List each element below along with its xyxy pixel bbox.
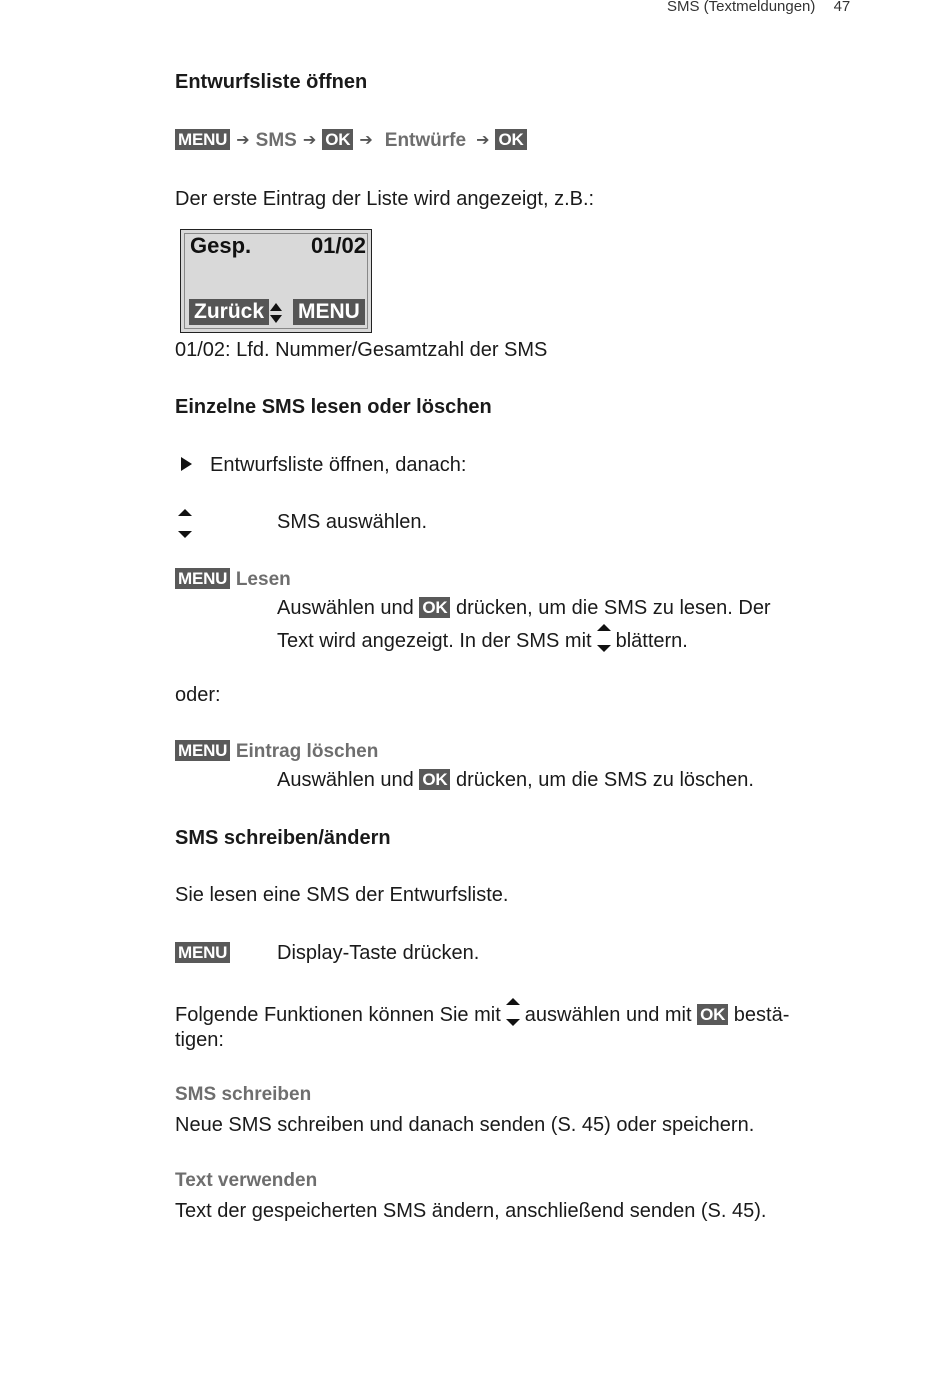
functions-line-1 — [175, 997, 789, 1030]
up-down-icon — [596, 623, 612, 653]
display-counter: 01/02 — [310, 233, 366, 258]
write-intro: Sie lesen eine SMS der Entwurfsliste. — [175, 884, 509, 906]
option-delete-entry: Eintrag löschen — [235, 741, 379, 762]
arrow-right-icon: ➔ — [302, 132, 317, 149]
menu-key: MENU — [175, 129, 230, 150]
display-label: Gesp. — [190, 233, 252, 258]
menu-key: MENU — [175, 942, 230, 963]
running-header-section: SMS (Textmeldungen) — [667, 0, 816, 15]
intro-text: Der erste Eintrag der Liste wird angezeigt, z.B.: — [175, 188, 595, 210]
running-header — [667, 0, 850, 15]
menu-key-row — [175, 939, 230, 968]
menu-key-text: Display-Taste drücken. — [277, 942, 480, 964]
arrow-right-icon: ➔ — [236, 132, 250, 149]
arrow-right-icon: ➔ — [359, 132, 373, 149]
functions-line-2: tigen: — [175, 1029, 224, 1051]
triangle-bullet-icon — [180, 456, 194, 472]
heading-open-drafts: Entwurfsliste öffnen — [175, 71, 368, 93]
delete-line — [277, 766, 754, 795]
phone-display — [180, 229, 372, 333]
step-text: Entwurfsliste öffnen, danach: — [210, 454, 467, 476]
read-line-2 — [277, 623, 688, 656]
ok-key: OK — [697, 1004, 728, 1025]
up-down-icon — [505, 997, 521, 1027]
option-read: Lesen — [235, 569, 291, 590]
or-text: oder: — [175, 684, 221, 706]
ok-key: OK — [419, 597, 450, 618]
read-line-2-post: blättern. — [615, 630, 688, 652]
read-line-1-post: drücken, um die SMS zu lesen. Der — [456, 597, 771, 619]
menu-key: MENU — [175, 740, 230, 761]
arrow-right-icon: ➔ — [476, 132, 490, 149]
read-line-1 — [277, 594, 771, 623]
up-down-icon — [177, 507, 193, 541]
select-sms-text: SMS auswählen. — [277, 511, 428, 533]
read-line-1-pre: Auswählen und — [277, 597, 414, 619]
heading-read-delete: Einzelne SMS lesen oder löschen — [175, 396, 492, 418]
functions-pre: Folgende Funktionen können Sie mit — [175, 1004, 501, 1026]
menu-key: MENU — [175, 568, 230, 589]
step-item — [175, 451, 466, 480]
functions-post: bestä- — [733, 1004, 790, 1026]
option-use-text: Text verwenden — [175, 1170, 318, 1191]
ok-key: OK — [495, 129, 526, 150]
display-caption: 01/02: Lfd. Nummer/Gesamtzahl der SMS — [175, 339, 548, 361]
page-number: 47 — [833, 0, 851, 15]
read-option — [175, 565, 291, 594]
up-down-icon — [269, 302, 283, 324]
delete-option — [175, 737, 378, 766]
option-use-text-desc: Text der gespeicherten SMS ändern, anschließend senden (S. 45). — [175, 1200, 767, 1222]
path-sms: SMS — [255, 130, 297, 151]
ok-key: OK — [322, 129, 353, 150]
softkey-back: Zurück — [189, 299, 269, 325]
menu-path — [175, 126, 527, 155]
heading-write-edit: SMS schreiben/ändern — [175, 827, 391, 849]
delete-line-pre: Auswählen und — [277, 769, 414, 791]
read-line-2-pre: Text wird angezeigt. In der SMS mit — [277, 630, 592, 652]
ok-key: OK — [419, 769, 450, 790]
option-sms-write-desc: Neue SMS schreiben und danach senden (S. 45) oder speichern. — [175, 1114, 755, 1136]
delete-line-post: drücken, um die SMS zu löschen. — [456, 769, 754, 791]
option-sms-write: SMS schreiben — [175, 1084, 312, 1105]
functions-mid: auswählen und mit — [524, 1004, 692, 1026]
path-drafts: Entwürfe — [384, 130, 467, 151]
softkey-menu: MENU — [293, 299, 365, 325]
